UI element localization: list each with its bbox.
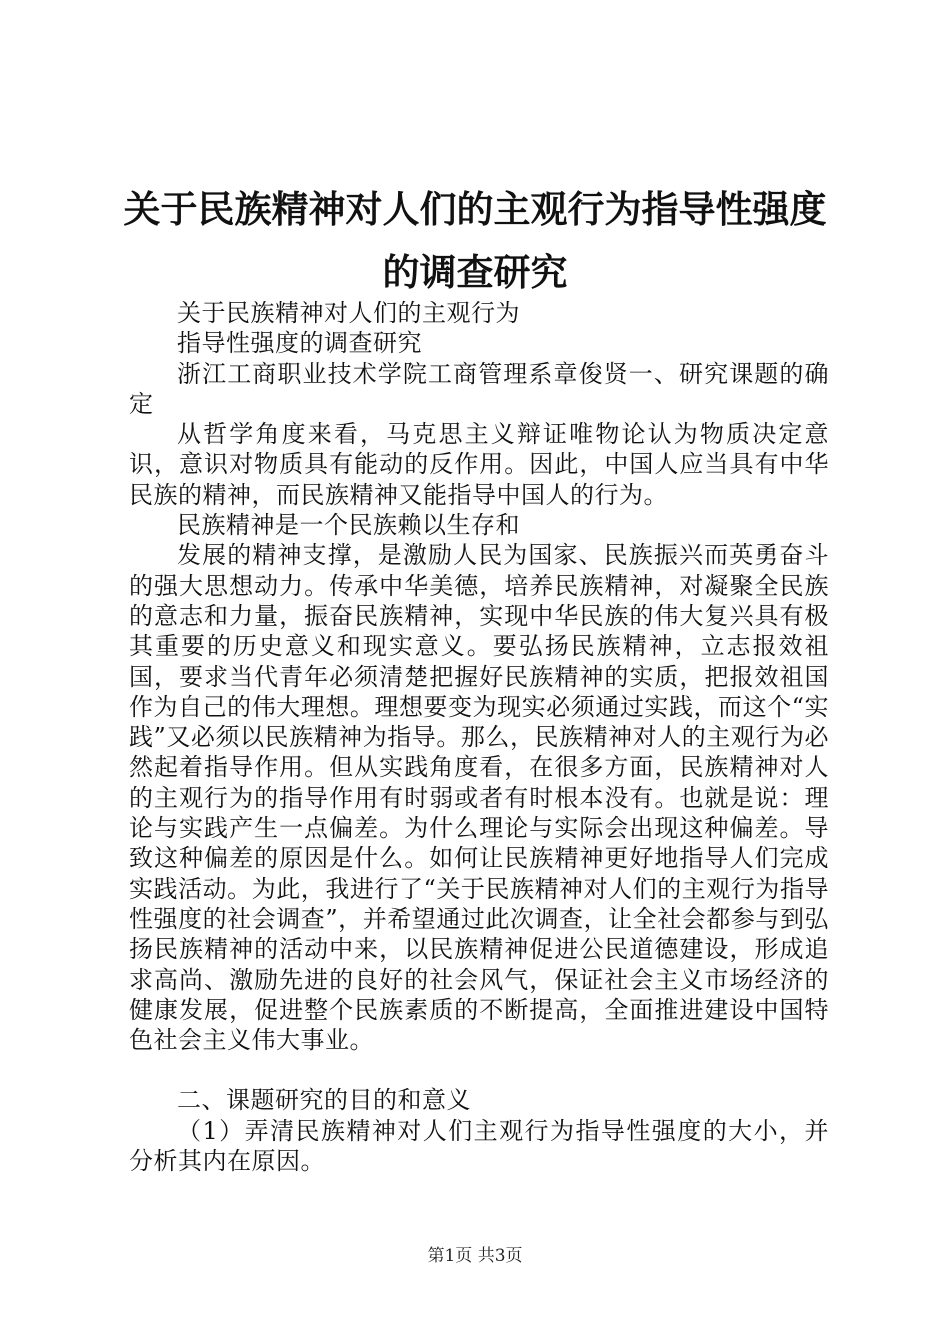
paragraph-subtitle-1: 关于民族精神对人们的主观行为 — [177, 299, 520, 327]
page-footer: 第1页 共3页 — [427, 1246, 523, 1266]
paragraph-purpose-1: （1）弄清民族精神对人们主观行为指导性强度的大小，并分析其内在原因。 — [129, 1116, 829, 1176]
paragraph-philosophy: 从哲学角度来看，马克思主义辩证唯物论认为物质决定意识，意识对物质具有能动的反作用。因此，中国人应当具有中华民族的精神，而民族精神又能指导中国人的行为。 — [129, 420, 829, 509]
paragraph-national-spirit-intro: 民族精神是一个民族赖以生存和 — [177, 511, 520, 540]
document-body — [129, 298, 829, 1176]
section-heading-purpose: 二、课题研究的目的和意义 — [177, 1086, 471, 1115]
paragraph-author-section1: 浙江工商职业技术学院工商管理系章俊贤一、研究课题的确定 — [129, 359, 829, 418]
document-title: 关于民族精神对人们的主观行为指导性强度的调查研究 — [123, 188, 827, 294]
paragraph-subtitle-2: 指导性强度的调查研究 — [177, 329, 422, 358]
paragraph-national-spirit-body: 发展的精神支撑，是激励人民为国家、民族振兴而英勇奋斗的强大思想动力。传承中华美德，培养民族精神，对凝聚全民族的意志和力量，振奋民族精神，实现中华民族的伟大复兴具有极其重要的历史意义和现实意义。要弘扬民族精神，立志报效祖国，要求当代青年必须清楚把握好民族精神的实质，把报效祖国作为自己的伟大理想。理想要变为现实必须通过实践，而这个“实践”又必须以民族精神为指导。那么，民族精神对人的主观行为必然起着指导作用。但从实践角度看，在很多方面，民族精神对人的主观行为的指导作用有时弱或者有时根本没有。也就是说：理论与实践产生一点偏差。为什么理论与实际会出现这种偏差。导致这种偏差的原因是什么。如何让民族精神更好地指导人们完成实践活动。为此，我进行了“关于民族精神对人们的主观行为指导性强度的社会调查”，并希望通过此次调查，让全社会都参与到弘扬民族精神的活动中来，以民族精神促进公民道德建设，形成追求高尚、激励先进的良好的社会风气，保证社会主义市场经济的健康发展，促进整个民族素质的不断提高，全面推进建设中国特色社会主义伟大事业。 — [129, 541, 829, 1055]
